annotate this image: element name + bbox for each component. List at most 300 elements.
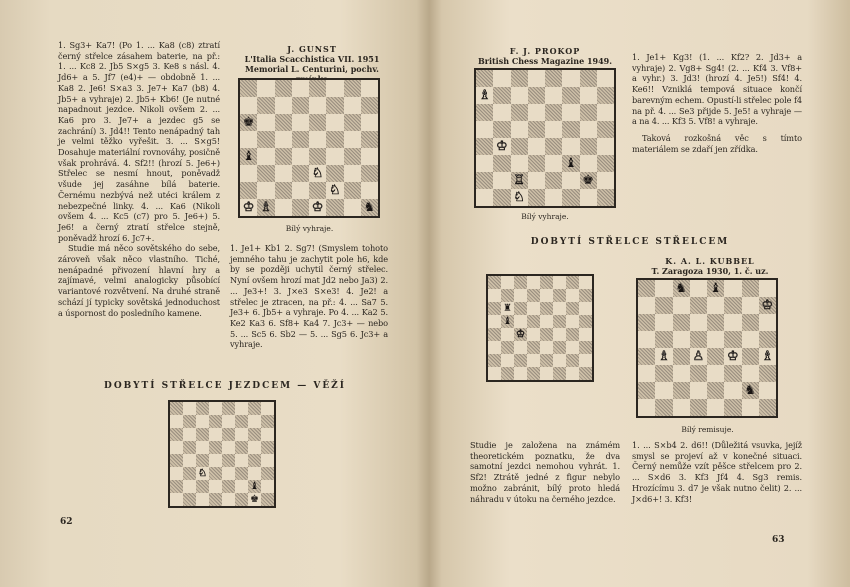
- board-square-a7: [476, 87, 493, 104]
- board-square-b6: [501, 302, 514, 315]
- board-square-b2: [183, 480, 196, 493]
- board-square-b2: [655, 382, 672, 399]
- board-square-d2: [527, 354, 540, 367]
- board-square-b5: [501, 315, 514, 328]
- board-square-h7: [759, 297, 776, 314]
- bottom-right-text: 1. ... S×b4 2. d6!! (Důležitá vsuvka, jejíž smysl se projeví až v konečné situaci. Černý nemůže vzít pěšce střelcem pro 2. ... S×d6 3. Kf3 Jf4 4. Sg3 remis. Hrozícímu 3. d7 je však nutno čelit) 2. ... J×d6+! 3. Kf3!: [632, 440, 802, 504]
- board-square-e7: [309, 97, 326, 114]
- board-square-c7: [511, 87, 528, 104]
- chess-piece-icon: ♝: [242, 149, 255, 164]
- board-square-h1: [759, 399, 776, 416]
- board-square-f3: [562, 155, 579, 172]
- board-square-d1: [209, 493, 222, 506]
- board-square-a4: [638, 348, 655, 365]
- board-square-f2: [235, 480, 248, 493]
- board-square-e7: [707, 297, 724, 314]
- board-square-c4: [514, 328, 527, 341]
- board-square-a6: [476, 104, 493, 121]
- board-square-e7: [545, 87, 562, 104]
- board-square-h4: [361, 148, 378, 165]
- board-square-b6: [183, 428, 196, 441]
- chess-piece-icon: ♘: [329, 183, 341, 198]
- board-square-c4: [275, 148, 292, 165]
- chess-piece-icon: ♞: [675, 281, 687, 296]
- board-square-h5: [261, 441, 274, 454]
- board-square-h6: [597, 104, 614, 121]
- board-square-f6: [553, 302, 566, 315]
- section-heading: DOBYTÍ STŘELCE STŘELCEM: [530, 237, 730, 247]
- board-square-e2: [222, 480, 235, 493]
- board-square-a8: [170, 402, 183, 415]
- board-square-b7: [655, 297, 672, 314]
- board-square-g4: [742, 348, 759, 365]
- board-square-f2: [553, 354, 566, 367]
- board-square-c1: [673, 399, 690, 416]
- board-square-g1: [580, 189, 597, 206]
- board-square-c1: [511, 189, 528, 206]
- board-square-c3: [275, 165, 292, 182]
- board-square-g8: [248, 402, 261, 415]
- board-square-g4: [580, 138, 597, 155]
- board-square-d6: [690, 314, 707, 331]
- board-square-c6: [275, 114, 292, 131]
- board-square-f8: [562, 70, 579, 87]
- board-square-g2: [580, 172, 597, 189]
- chess-piece-icon: ♘: [311, 166, 324, 181]
- board-square-c1: [275, 199, 292, 216]
- board-square-h8: [361, 80, 378, 97]
- board-square-a1: [476, 189, 493, 206]
- board-square-a4: [488, 328, 501, 341]
- board-square-g7: [742, 297, 759, 314]
- board-square-e4: [309, 148, 326, 165]
- board-square-g2: [248, 480, 261, 493]
- board-square-h2: [759, 382, 776, 399]
- board-square-g3: [344, 165, 361, 182]
- board-square-f4: [326, 148, 343, 165]
- board-square-a5: [240, 131, 257, 148]
- board-square-a1: [170, 493, 183, 506]
- board-square-f6: [235, 428, 248, 441]
- board-square-b4: [493, 138, 510, 155]
- board-square-f6: [724, 314, 741, 331]
- board-square-d4: [690, 348, 707, 365]
- chess-piece-icon: ♘: [198, 467, 207, 479]
- board-square-e4: [545, 138, 562, 155]
- chess-diagram: [168, 400, 276, 508]
- board-square-c6: [511, 104, 528, 121]
- board-square-g6: [580, 104, 597, 121]
- board-square-g5: [566, 315, 579, 328]
- diagram-caption: Bílý vyhraje.: [285, 224, 334, 233]
- board-square-d8: [528, 70, 545, 87]
- board-square-d4: [527, 328, 540, 341]
- board-square-f3: [724, 365, 741, 382]
- board-square-d2: [528, 172, 545, 189]
- board-square-b5: [655, 331, 672, 348]
- board-square-d5: [690, 331, 707, 348]
- board-square-g7: [580, 87, 597, 104]
- board-square-e8: [222, 402, 235, 415]
- board-square-f5: [553, 315, 566, 328]
- board-square-c5: [275, 131, 292, 148]
- board-square-g6: [742, 314, 759, 331]
- board-square-f7: [235, 415, 248, 428]
- board-square-c2: [511, 172, 528, 189]
- board-square-f2: [724, 382, 741, 399]
- board-square-e6: [309, 114, 326, 131]
- board-square-f3: [235, 467, 248, 480]
- board-square-f8: [553, 276, 566, 289]
- board-square-g6: [566, 302, 579, 315]
- board-square-h6: [361, 114, 378, 131]
- board-square-g6: [248, 428, 261, 441]
- board-square-b4: [655, 348, 672, 365]
- chess-piece-icon: ♖: [513, 173, 525, 188]
- board-square-a5: [170, 441, 183, 454]
- bottom-left-text: Studie je založena na známém theoretickém poznatku, že dva samotní jezdci nemohou vyhrát. 1. Sf2! Ztrátě jedné z figur nebylo možno zabránit, bílý proto hledá náhradu v útoku na černého jezdce.: [470, 440, 620, 504]
- board-square-c3: [196, 467, 209, 480]
- board-square-h5: [759, 331, 776, 348]
- board-square-d3: [527, 341, 540, 354]
- board-square-h3: [597, 155, 614, 172]
- board-square-e8: [707, 280, 724, 297]
- board-square-f1: [724, 399, 741, 416]
- board-square-c3: [673, 365, 690, 382]
- board-square-d1: [690, 399, 707, 416]
- board-square-h1: [597, 189, 614, 206]
- board-square-e6: [707, 314, 724, 331]
- board-square-a6: [638, 314, 655, 331]
- board-square-e5: [309, 131, 326, 148]
- board-square-g5: [344, 131, 361, 148]
- board-square-a5: [638, 331, 655, 348]
- board-square-a2: [476, 172, 493, 189]
- board-square-e4: [222, 454, 235, 467]
- board-square-d4: [292, 148, 309, 165]
- board-square-g3: [248, 467, 261, 480]
- board-square-c4: [196, 454, 209, 467]
- board-square-c8: [673, 280, 690, 297]
- board-square-h8: [261, 402, 274, 415]
- board-square-c3: [514, 341, 527, 354]
- board-square-b6: [493, 104, 510, 121]
- board-square-h3: [759, 365, 776, 382]
- board-square-f1: [562, 189, 579, 206]
- board-square-c7: [196, 415, 209, 428]
- board-square-e4: [540, 328, 553, 341]
- board-square-g7: [248, 415, 261, 428]
- board-square-d2: [209, 480, 222, 493]
- board-square-a1: [240, 199, 257, 216]
- board-square-g1: [742, 399, 759, 416]
- chess-piece-icon: ♘: [513, 190, 525, 205]
- board-square-d5: [527, 315, 540, 328]
- board-square-b6: [655, 314, 672, 331]
- source-line: British Chess Magazine 1949.: [477, 56, 613, 66]
- chess-piece-icon: ♗: [658, 349, 670, 364]
- board-square-c1: [514, 367, 527, 380]
- board-square-h4: [597, 138, 614, 155]
- board-square-b3: [501, 341, 514, 354]
- board-square-d1: [292, 199, 309, 216]
- board-square-e8: [545, 70, 562, 87]
- left-column-text: [58, 40, 220, 318]
- board-square-c5: [511, 121, 528, 138]
- board-square-e6: [545, 104, 562, 121]
- board-square-c2: [196, 480, 209, 493]
- board-square-d6: [528, 104, 545, 121]
- board-square-h6: [759, 314, 776, 331]
- board-square-a6: [170, 428, 183, 441]
- chess-piece-icon: ♔: [761, 298, 774, 313]
- chess-piece-icon: ♞: [363, 200, 376, 215]
- board-square-h6: [579, 302, 592, 315]
- board-square-b7: [501, 289, 514, 302]
- chess-piece-icon: ♚: [242, 115, 255, 130]
- board-square-b8: [183, 402, 196, 415]
- board-square-e1: [222, 493, 235, 506]
- board-square-b4: [501, 328, 514, 341]
- board-square-b4: [257, 148, 274, 165]
- board-square-b1: [493, 189, 510, 206]
- board-square-g4: [248, 454, 261, 467]
- board-square-c6: [514, 302, 527, 315]
- diagram-header: [470, 46, 620, 66]
- board-square-d5: [209, 441, 222, 454]
- board-square-a7: [638, 297, 655, 314]
- board-square-h3: [361, 165, 378, 182]
- board-square-f8: [326, 80, 343, 97]
- board-square-d7: [527, 289, 540, 302]
- board-square-a4: [170, 454, 183, 467]
- board-square-f4: [553, 328, 566, 341]
- board-square-f8: [235, 402, 248, 415]
- board-square-e5: [545, 121, 562, 138]
- board-square-b8: [655, 280, 672, 297]
- board-square-a3: [638, 365, 655, 382]
- board-square-d7: [690, 297, 707, 314]
- board-square-e2: [707, 382, 724, 399]
- board-square-d5: [528, 121, 545, 138]
- board-square-b3: [493, 155, 510, 172]
- board-square-e1: [309, 199, 326, 216]
- board-square-h7: [579, 289, 592, 302]
- board-square-a8: [240, 80, 257, 97]
- board-square-f3: [326, 165, 343, 182]
- board-square-f7: [562, 87, 579, 104]
- board-square-f1: [553, 367, 566, 380]
- board-square-e5: [540, 315, 553, 328]
- solution-text: [632, 52, 802, 154]
- board-square-a5: [488, 315, 501, 328]
- board-square-f7: [553, 289, 566, 302]
- chess-piece-icon: ♙: [692, 349, 705, 364]
- board-square-f2: [562, 172, 579, 189]
- board-square-d3: [209, 467, 222, 480]
- board-square-c8: [514, 276, 527, 289]
- board-square-a2: [638, 382, 655, 399]
- composer-name: K. A. L. KUBBEL: [665, 256, 755, 266]
- board-square-h2: [361, 182, 378, 199]
- board-square-h5: [579, 315, 592, 328]
- board-square-c7: [514, 289, 527, 302]
- board-square-c2: [673, 382, 690, 399]
- board-square-b1: [183, 493, 196, 506]
- board-square-f6: [562, 104, 579, 121]
- board-square-d2: [292, 182, 309, 199]
- board-square-b7: [493, 87, 510, 104]
- board-square-h5: [597, 121, 614, 138]
- composer-name: F. J. PROKOP: [509, 46, 581, 56]
- board-square-e5: [707, 331, 724, 348]
- board-square-d6: [527, 302, 540, 315]
- right-column-text: 1. Je1+ Kb1 2. Sg7! (Smyslem tohoto jemného tahu je zachytit pole h6, kde by se později uchytil černý střelec. Nyní ovšem hrozí mat Jd2 nebo Ja3) 2. ... Je3+! 3. J×e3 S×e3! 4. Je2! a střelec je ztracen, na př.: 4. ... Sa7 5. Je3+ 6. Jb5+ a vyhraje. Po 4. ... Ka2 5. Ke2 Ka3 6. Sf8+ Ka4 7. Jc3+ — nebo 5. ... Sc5 6. Sb2 — 5. ... Sg5 6. Jc3+ a vyhraje.: [230, 243, 388, 350]
- board-square-b2: [493, 172, 510, 189]
- chess-piece-icon: ♝: [565, 156, 577, 171]
- board-square-d3: [292, 165, 309, 182]
- right-page: [430, 0, 850, 587]
- board-square-a4: [476, 138, 493, 155]
- board-square-h6: [261, 428, 274, 441]
- board-square-b8: [257, 80, 274, 97]
- board-square-e1: [540, 367, 553, 380]
- board-square-e3: [707, 365, 724, 382]
- board-square-f5: [235, 441, 248, 454]
- page-number: 62: [60, 517, 73, 527]
- board-square-e1: [707, 399, 724, 416]
- board-square-d5: [292, 131, 309, 148]
- board-square-g8: [566, 276, 579, 289]
- page-number: 63: [772, 535, 785, 545]
- board-square-h8: [759, 280, 776, 297]
- board-square-f5: [562, 121, 579, 138]
- board-square-c4: [511, 138, 528, 155]
- chess-piece-icon: ♞: [744, 383, 756, 398]
- board-square-a8: [638, 280, 655, 297]
- board-square-e1: [545, 189, 562, 206]
- chess-piece-icon: ♝: [709, 281, 722, 296]
- chess-piece-icon: ♗: [761, 349, 774, 364]
- board-square-c5: [514, 315, 527, 328]
- chess-diagram: [474, 68, 616, 208]
- board-square-b1: [655, 399, 672, 416]
- board-square-b8: [501, 276, 514, 289]
- board-square-g2: [566, 354, 579, 367]
- board-square-d7: [528, 87, 545, 104]
- board-square-a3: [488, 341, 501, 354]
- chess-piece-icon: ♝: [250, 480, 259, 492]
- board-square-g5: [580, 121, 597, 138]
- board-square-b5: [257, 131, 274, 148]
- board-square-f4: [724, 348, 741, 365]
- board-square-g8: [344, 80, 361, 97]
- board-square-e3: [540, 341, 553, 354]
- board-square-g2: [742, 382, 759, 399]
- board-square-e6: [222, 428, 235, 441]
- board-square-h3: [261, 467, 274, 480]
- board-square-a7: [170, 415, 183, 428]
- board-square-f5: [724, 331, 741, 348]
- board-square-d3: [528, 155, 545, 172]
- board-square-d7: [292, 97, 309, 114]
- board-square-b3: [183, 467, 196, 480]
- paragraph: Studie má něco sovětského do sebe, zároveň však něco vlastního. Tiché, nenápadné přivození hlavní hry a zajímavé, velmi analogicky působící variantové rozvětvení. Na druhé straně schází jí typicky sovětská jednoduchost a úspornost do posledního kamene.: [58, 243, 220, 318]
- board-square-a5: [476, 121, 493, 138]
- board-square-a7: [488, 289, 501, 302]
- board-square-e3: [545, 155, 562, 172]
- board-square-g3: [566, 341, 579, 354]
- board-square-h1: [261, 493, 274, 506]
- board-square-e3: [309, 165, 326, 182]
- board-square-d6: [209, 428, 222, 441]
- board-square-b3: [655, 365, 672, 382]
- board-square-b6: [257, 114, 274, 131]
- board-square-f5: [326, 131, 343, 148]
- board-square-f4: [562, 138, 579, 155]
- board-square-h4: [261, 454, 274, 467]
- board-square-g8: [580, 70, 597, 87]
- board-square-g1: [566, 367, 579, 380]
- board-square-a1: [638, 399, 655, 416]
- board-square-g2: [344, 182, 361, 199]
- chess-piece-icon: ♝: [503, 315, 512, 327]
- chess-piece-icon: ♜: [503, 302, 512, 314]
- board-square-c7: [673, 297, 690, 314]
- board-square-f3: [553, 341, 566, 354]
- board-square-f8: [724, 280, 741, 297]
- board-square-e5: [222, 441, 235, 454]
- board-square-f4: [235, 454, 248, 467]
- board-square-c8: [196, 402, 209, 415]
- board-square-h7: [261, 415, 274, 428]
- board-square-g7: [344, 97, 361, 114]
- board-square-d7: [209, 415, 222, 428]
- paragraph: 1. Sg3+ Ka7! (Po 1. ... Ka8 (c8) ztratí černý střelce zásahem baterie, na př.: 1. ... Kc8 2. Jb5 S×g5 3. Ke8 s násl. 4. Jd6+ a 5. Jf7 (e4)+ — obdobně 1. ... Ka8 2. Je6! S×a3 3. Je7+ Ka7 (b8) 4. Jb5+ a vyhraje) 2. Jb5+ Kb6! (Je nutné napadnout jezdce. Nikoli ovšem 2. ... Ka6 pro 3. Je7+ a jezdec g5 se zachrání) 3. Jd4!! Tento nenápadný tah je velmi těžko vyřešit. 3. ... S×g5! Dosahuje materiální rovnováhy, posičně však prohrává. 4. Sf2!! (hrozí 5. Je6+) Střelec se nesmí hnout, poněvadž všude jej zasáhne bílá baterie. Černému nezbývá než utéci králem z nebezpečné linky. 4. ... Ka6 (Nikoli ovšem 4. ... Kc5 (c7) pro 5. Je6+) 5. Je6! a černý ztratí střelce stejně, poněvadž hrozí 6. Jc7+.: [58, 40, 220, 243]
- diagram-caption: Bílý remisuje.: [681, 425, 734, 434]
- board-square-g6: [344, 114, 361, 131]
- board-square-e2: [545, 172, 562, 189]
- board-square-h2: [579, 354, 592, 367]
- source-line: L'Italia Scacchistica VII. 1951: [244, 54, 380, 64]
- chess-diagram: [486, 274, 594, 382]
- board-square-a3: [170, 467, 183, 480]
- board-square-f7: [724, 297, 741, 314]
- board-square-g4: [566, 328, 579, 341]
- board-square-d8: [690, 280, 707, 297]
- board-square-b5: [183, 441, 196, 454]
- diagram-caption: Bílý vyhraje.: [521, 212, 569, 221]
- board-square-a7: [240, 97, 257, 114]
- board-square-b7: [257, 97, 274, 114]
- board-square-d1: [528, 189, 545, 206]
- board-square-e2: [309, 182, 326, 199]
- chess-piece-icon: ♔: [242, 200, 255, 215]
- board-square-f2: [326, 182, 343, 199]
- board-square-b5: [493, 121, 510, 138]
- board-square-b8: [493, 70, 510, 87]
- board-square-c5: [673, 331, 690, 348]
- board-square-e6: [540, 302, 553, 315]
- chess-piece-icon: ♔: [516, 328, 525, 340]
- board-square-c6: [196, 428, 209, 441]
- board-square-b7: [183, 415, 196, 428]
- board-square-e3: [222, 467, 235, 480]
- board-square-c2: [514, 354, 527, 367]
- board-square-c7: [275, 97, 292, 114]
- source-line: T. Zaragoza 1930, 1. č. uz.: [651, 266, 769, 276]
- board-square-e7: [222, 415, 235, 428]
